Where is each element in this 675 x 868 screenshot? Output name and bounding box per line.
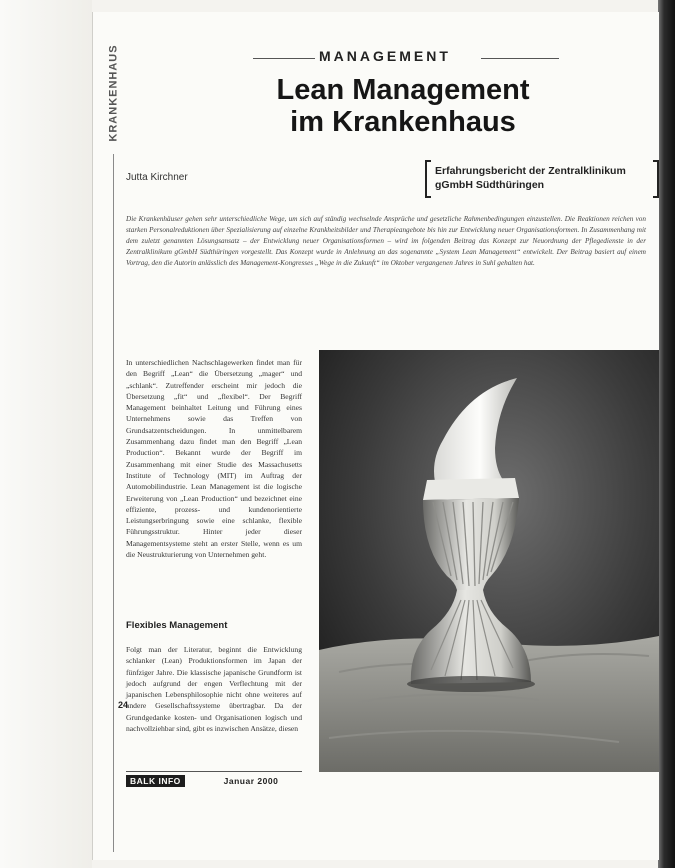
binding-margin xyxy=(0,0,92,868)
body-column-2 xyxy=(126,644,302,734)
page-number: 24 xyxy=(118,700,129,710)
footer xyxy=(126,775,278,787)
kicker-rule-right xyxy=(481,58,559,59)
kicker-rule-left xyxy=(253,58,315,59)
intro-paragraph: Die Krankenhäuser gehen sehr unterschiedliche Wege, um sich auf ständig wechselnde Ansprüche und gesetzliche Rahmenbedingungen einzustellen. Die Reaktionen reichen von starken Personalreduktionen über Spezialisierung auf einzelne Krankheitsbilder und Therapieangebote bis hin zur Entwicklung neuer Organisationsformen. In Zusammenhang mit dem zuletzt genannten Lösungsansatz – der Entwicklung neuer Organisationsformen – wird im folgenden Beitrag das Konzept zur Neuordnung der Pflegedienste in der Zentralklinikum gGmbH Südthüringen vorgestellt. Das Konzept wurde in Anlehnung an das sogenannte „System Lean Management“ entwickelt. Der Beitrag basiert auf einem Vortrag, den die Autorin anlässlich des Management-Kongresses „Wege in die Zukunft“ im Oktober vergangenen Jahres in Suhl gehalten hat. xyxy=(126,215,646,267)
section-heading: Flexibles Management xyxy=(126,620,228,631)
body-paragraph-2: Folgt man der Literatur, beginnt die Entwicklung schlanker (Lean) Produktionsformen im Japan der fünfziger Jahre. Die klassische japanische Grundform ist jedoch aufgrund der engen Verflechtung mit der japanischen Lebensphilosophie nicht ohne weiteres auf andere Gesellschaftssysteme übertragbar. Da der Grundgedanke kosten- und Organisationen logisch und nachvollziehbar sind, gibt es inzwischen Ansätze, diesen xyxy=(126,645,302,734)
article-title xyxy=(253,74,553,138)
footer-issue: Januar 2000 xyxy=(223,776,279,786)
title-line-1: Lean Management xyxy=(276,74,530,106)
body-column xyxy=(126,357,302,560)
bracket-right xyxy=(653,160,659,198)
side-rule xyxy=(113,154,114,852)
dark-page-edge xyxy=(658,0,675,868)
sculpture-collar xyxy=(423,478,519,500)
author: Jutta Kirchner xyxy=(126,172,188,183)
section-side-label xyxy=(106,34,122,152)
footer-rule xyxy=(126,771,302,772)
magazine-page xyxy=(92,12,659,860)
footer-brand: BALK INFO xyxy=(126,775,185,787)
sculpture-shadow xyxy=(407,676,535,692)
sculpture-photo xyxy=(319,350,659,772)
side-label-text: KRANKENHAUS xyxy=(108,44,121,142)
body-paragraph: In unterschiedlichen Nachschlagewerken findet man für den Begriff „Lean“ die Übersetzung „mager“ und „schlank“. Zutreffender erscheint mir jedoch die Übersetzung „fit“ und „flexibel“. Der Begriff Management beinhaltet Leitung und Führung eines Unternehmens sowie das Treffen von Grundsatzentscheidungen. In unmittelbarem Zusammenhang dazu findet man den Begriff „Lean Production“. Bekannt wurde der Begriff im Zusammenhang mit einer Studie des Massachusetts Institute of Technology (MIT) im Auftrag der Automobilindustrie. Lean Management ist die logische Erweiterung von „Lean Production“ und bezeichnet eine effiziente, prozess- und kundenorientierte Leistungserbringung sowie eine schlanke, flexible Führungsstruktur. Hinter jeder dieser Managementsysteme steht an erster Stelle, wenn es um die Neustrukturierung von Unternehmen geht. xyxy=(126,358,302,560)
subtitle-box xyxy=(425,160,659,194)
section-kicker: MANAGEMENT xyxy=(319,48,451,64)
article-subtitle: Erfahrungsbericht der Zentralklinikum gGmbH Südthüringen xyxy=(435,165,626,191)
title-line-2: im Krankenhaus xyxy=(290,106,516,138)
bracket-left xyxy=(425,160,431,198)
